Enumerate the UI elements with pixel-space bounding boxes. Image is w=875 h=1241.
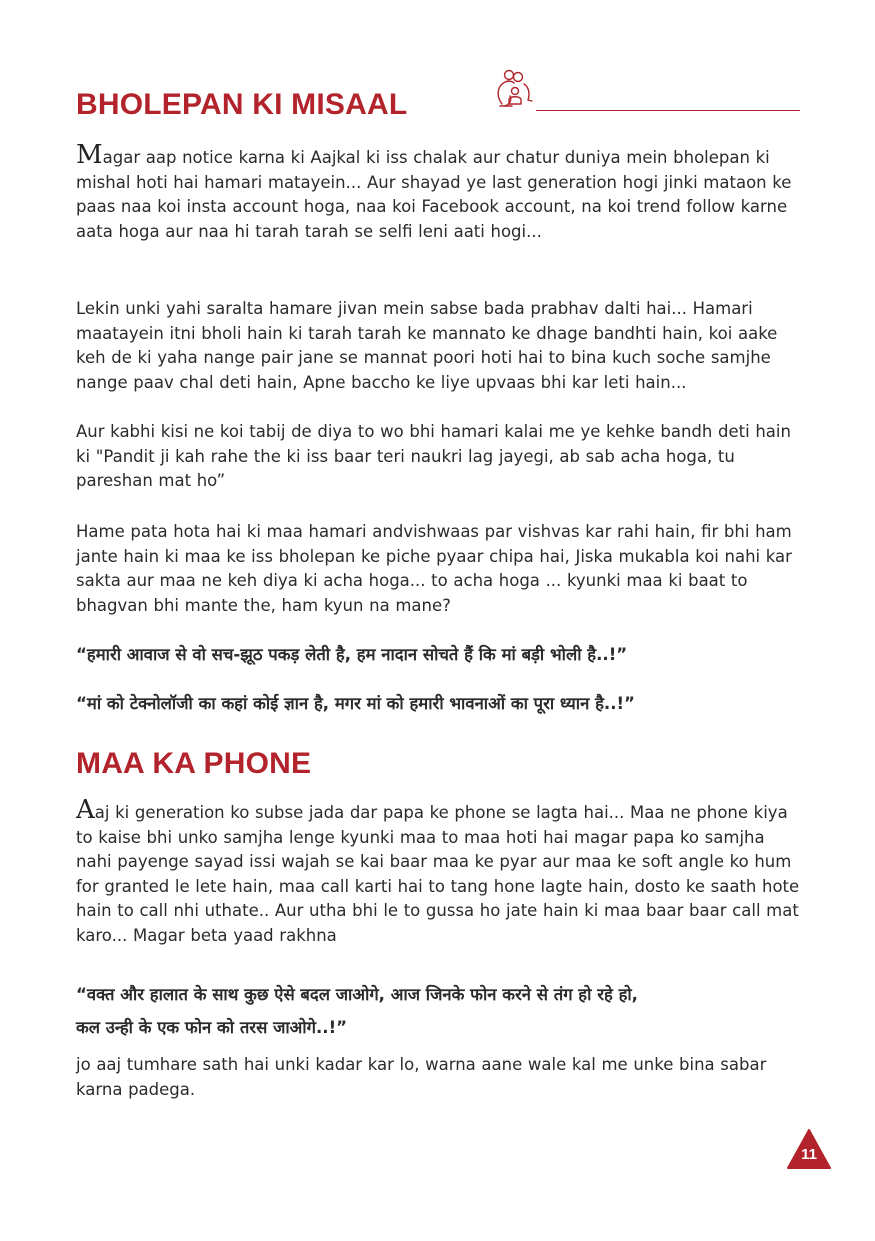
paragraph <box>76 795 800 948</box>
section-title-maa-ka-phone: MAA KA PHONE <box>76 747 312 780</box>
page-number: 11 <box>801 1146 817 1163</box>
section-title-bholepan: BHOLEPAN KI MISAAL <box>76 88 408 121</box>
family-icon <box>488 66 536 114</box>
hindi-quote: “वक्त और हालात के साथ कुछ ऐसे बदल जाओगे, आज जिनके फोन करने से तंग हो रहे हो, <box>76 985 638 1004</box>
paragraph: Lekin unki yahi saralta hamare jivan mein sabse bada prabhav dalti hai... Hamari maatayein itni bholi hain ki tarah tarah ke mannato ke dhage bandhti hain, koi aake keh de ki yaha nange pair jane se mannat poori hoti hai to bina kuch soche samjhe nange paav chal deti hain, Apne baccho ke liye upvaas bhi kar leti hain... <box>76 299 778 392</box>
hindi-quote: कल उन्ही के एक फोन को तरस जाओगे..!” <box>76 1018 348 1037</box>
paragraph: jo aaj tumhare sath hai unki kadar kar lo, warna aane wale kal me unke bina sabar karna padega. <box>76 1055 767 1099</box>
paragraph <box>76 140 800 244</box>
paragraph-text: aj ki generation ko subse jada dar papa ke phone se lagta hai... Maa ne phone kiya to kaise bhi unko samjha lenge kyunki maa to maa hoti hai magar papa ko samjha nahi payenge sayad issi wajah se kai baar maa ke pyar aur maa ke soft angle ko hum for granted le lete hain, maa call karti hai to tang hone lagte hain, dosto ke saath hote hain to call nhi uthate.. Aur utha bhi le to gussa ho jate hain ki maa baar baar call mat karo... Magar beta yaad rakhna <box>76 803 800 945</box>
dropcap: A <box>76 795 95 825</box>
hindi-quote: “मां को टेक्नोलॉजी का कहां कोई ज्ञान है, मगर मां को हमारी भावनाओं का पूरा ध्यान है..!” <box>76 694 635 713</box>
paragraph: Hame pata hota hai ki maa hamari andvishwaas par vishvas kar rahi hain, fir bhi ham jante hain ki maa ke iss bholepan ke piche pyaar chipa hai, Jiska mukabla koi nahi kar sakta aur maa ne keh diya ki acha hoga... to acha hoga ... kyunki maa ki baat to bhagvan bhi mante the, ham kyun na mane? <box>76 522 792 615</box>
title-rule <box>536 110 800 111</box>
hindi-quote: “हमारी आवाज से वो सच-झूठ पकड़ लेती है, हम नादान सोचते हैं कि मां बड़ी भोली है..!” <box>76 645 628 664</box>
paragraph: Aur kabhi kisi ne koi tabij de diya to wo bhi hamari kalai me ye kehke bandh deti hain ki "Pandit ji kah rahe the ki iss baar teri naukri lag jayegi, ab sab acha hoga, tu pareshan mat ho” <box>76 422 791 490</box>
dropcap: M <box>76 140 103 170</box>
paragraph-text: agar aap notice karna ki Aajkal ki iss chalak aur chatur duniya mein bholepan ki mishal hoti hai hamari matayein... Aur shayad ye last generation hogi jinki mataon ke paas naa koi insta account hoga, naa koi Facebook account, na koi trend follow karne aata hoga aur naa hi tarah tarah se selfi leni aati hogi... <box>76 148 792 241</box>
